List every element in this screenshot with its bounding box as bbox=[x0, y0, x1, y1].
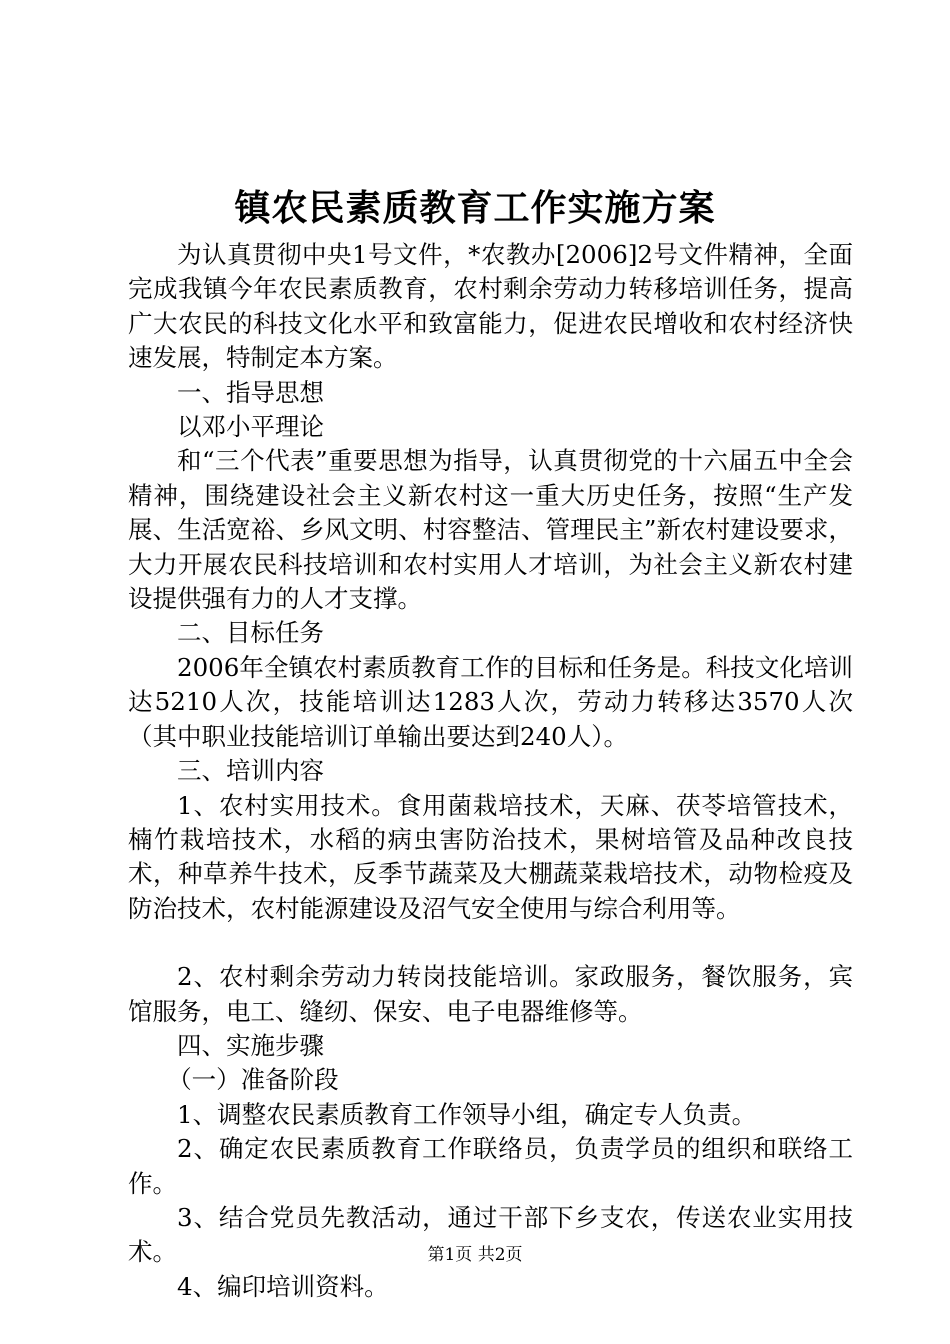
list-item-step-4: 4、编印培训资料。 bbox=[177, 1271, 389, 1301]
list-item-step-1: 1、调整农民素质教育工作领导小组，确定专人负责。 bbox=[177, 1099, 757, 1129]
section-heading-guiding-ideology: 一、指导思想 bbox=[177, 377, 324, 407]
intro-paragraph: 为认真贯彻中央1号文件，*农教办[2006]2号文件精神，全面完成我镇今年农民素质教育，农村剩余劳动力转移培训任务，提高广大农民的科技文化水平和致富能力，促进农民增收和农村经济快速发展，特制定本方案。 bbox=[128, 240, 853, 373]
paragraph-labor-transfer: 2、农村剩余劳动力转岗技能培训。家政服务，餐饮服务，宾馆服务，电工、缝纫、保安、电子电器维修等。 bbox=[128, 962, 853, 1026]
page-number-footer: 第1页 共2页 bbox=[427, 1245, 523, 1265]
paragraph-practical-tech: 1、农村实用技术。食用菌栽培技术，天麻、茯苓培管技术，楠竹栽培技术，水稻的病虫害防治技术，果树培管及品种改良技术，种草养牛技术，反季节蔬菜及大棚蔬菜栽培技术，动物检疫及防治技术，农村能源建设及沼气安全使用与综合利用等。 bbox=[128, 790, 853, 923]
paragraph-guidance: 和“三个代表”重要思想为指导，认真贯彻党的十六届五中全会精神，围绕建设社会主义新农村这一重大历史任务，按照“生产发展、生活宽裕、乡风文明、村容整洁、管理民主”新农村建设要求，大力开展农民科技培训和农村实用人才培训，为社会主义新农村建设提供强有力的人才支撑。 bbox=[128, 446, 853, 614]
document-title: 镇农民素质教育工作实施方案 bbox=[234, 187, 716, 229]
paragraph-theory: 以邓小平理论 bbox=[177, 412, 324, 442]
section-heading-training-content: 三、培训内容 bbox=[177, 756, 324, 786]
paragraph-goals: 2006年全镇农村素质教育工作的目标和任务是。科技文化培训达5210人次，技能培训达1283人次，劳动力转移达3570人次（其中职业技能培训订单输出要达到240人）。 bbox=[128, 652, 853, 751]
section-heading-steps: 四、实施步骤 bbox=[177, 1030, 324, 1060]
section-heading-goals: 二、目标任务 bbox=[177, 618, 324, 648]
subsection-heading-preparation: （一）准备阶段 bbox=[167, 1065, 339, 1095]
list-item-step-2: 2、确定农民素质教育工作联络员，负责学员的组织和联络工作。 bbox=[128, 1134, 853, 1198]
list-item-step-3: 3、结合党员先教活动，通过干部下乡支农，传送农业实用技术。 bbox=[128, 1202, 853, 1267]
document-body bbox=[128, 238, 853, 1304]
